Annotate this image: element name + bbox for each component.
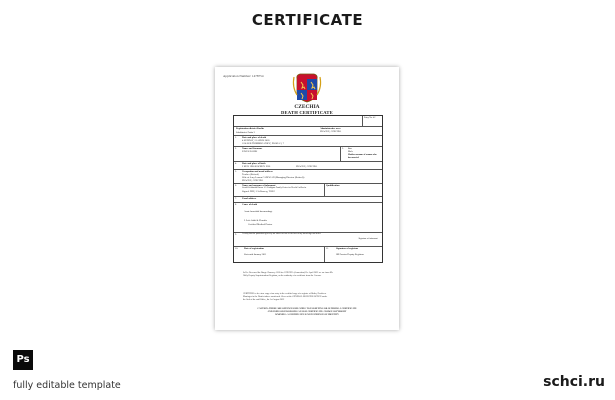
name-surname-label: Name and Surname [242, 147, 263, 150]
sex-label: Sex [348, 147, 352, 150]
footer-line-3: CERTIFIED to be a true copy of an entry in the certified copy of a register of Births, Deaths or [243, 293, 327, 295]
footer-line-1: In Re: Deceased the Burgo Chancery 1000 for CZECHIA (Amnerifon) Dr. April 2022 we are from Mr [243, 272, 333, 274]
template-label: fully editable template [13, 380, 121, 391]
informant-signature-label: Signature of informant [358, 238, 378, 240]
certificate-form: Entry No. 42 Registration district Karlin Administrative area PRAGUE, CZECHIA Subdistrict: Praha 3 1. Date and place of death 4 SUNDAY, 13 APRIL 2020 GALLER TRIMMEGANICZ, PRAHA 3, 7 2. Name and Surname PAVEL HAJEK 3. Sex Male Maiden surname of woman who has married 4. Date and place of birth 2 MAY 1960 KAPRUN 1956 PRAGUE, CZECHIA 5. Occupation and usual address Teacher (Retired) Wife of Jerry Lemon CADOGAN (Managing Director (Retired)) PRAGUE, CZECHIA 6. Name and surname of informant Qualification Gerald Goldsmith Brown 1-5 Cardigans Family Center for Ho-chi Lu-Doc/ar Signed: DEE, 5 St Bowery, TSNG 7. Usual address 8. Cause of death Acute bronchial haemorrhage I. Left Adult & Pleuritis Certified Medical Doctor 9. I certify that the particulars given by me above are true to the best of my knowledge and belief Signature of informant 10. Date of registration Sixteenth January 2011 11. Signature of registrar JM Proctor Deputy Registrar [233, 115, 383, 263]
photoshop-icon: Ps [13, 350, 33, 370]
caution-line-2: AND USING OR POSSESSING A FALSE CERTIFICATE. CROWN COPYRIGHT [267, 311, 347, 313]
occupation-label: Occupation and usual address [242, 170, 273, 173]
registrar-signature-value: JM Proctor Deputy Registrar [336, 253, 364, 256]
spouse-value: Wife of Jerry Lemon CADOGAN (Managing Director (Retired)) [242, 176, 305, 179]
registrar-signature-label: Signature of registrar [336, 247, 359, 250]
date-registration-label: Date of registration [244, 247, 264, 250]
date-place-birth-value: 2 MAY 1960 KAPRUN 1956 [242, 165, 271, 168]
date-place-death-label: Date and place of death [242, 136, 267, 139]
date-place-death-value: 4 SUNDAY, 13 APRIL 2020 [242, 139, 270, 142]
sex-value: Male [348, 150, 353, 153]
coat-of-arms-icon [291, 73, 323, 103]
informant-signed: Signed: DEE, 5 St Bowery, TSNG [242, 190, 275, 193]
place-birth-value: PRAGUE, CZECHIA [296, 165, 318, 168]
registration-district: Registration district Karlin [236, 127, 264, 130]
administrative-area-label: Administrative area [320, 127, 341, 130]
date-place-birth-label: Date and place of birth [242, 162, 266, 165]
caution-line-3: WARNING: A CERTIFICATE IS NOT EVIDENCE OF IDENTITY [275, 314, 339, 316]
informant-value: Gerald Goldsmith Brown 1-5 Cardigans Family Center for Ho-chi Lu-Doc/ar [242, 187, 307, 189]
informant-label: Name and surname of informant [242, 184, 276, 187]
certificate-title: DEATH CERTIFICATE [281, 110, 333, 115]
administrative-area-value: PRAGUE, CZECHIA [320, 130, 342, 133]
usual-address-label: Usual address [242, 197, 257, 200]
footer-line-5: the Seal of the said Office, the 1st August 2022 [243, 299, 285, 301]
informant-declaration: I certify that the particulars given by me above are true to the best of my knowledge and belief [242, 233, 321, 235]
certificate-sheet [215, 67, 399, 330]
footer-line-2: Holly Deputy Superintendent Registrar, on the authority of a certificate from the Coroner [243, 275, 322, 277]
qualification-label: Qualification [326, 184, 340, 187]
entry-number: Entry No. 42 [364, 117, 376, 119]
usual-address-value: PRAGUE, CZECHIA [242, 179, 264, 182]
occupation-value: Teacher (Retired) [242, 173, 259, 176]
subdistrict: Subdistrict: Praha 3 [236, 131, 255, 134]
name-surname-value: PAVEL HAJEK [242, 150, 258, 153]
footer-line-4: Marriages in the District above mentioned. Given at the GENERAL REGISTER OFFICE under [243, 296, 328, 298]
application-number: Application Number: 1478754 [223, 74, 264, 78]
page-title: CERTIFICATE [251, 11, 364, 29]
maiden-surname-label: Maiden surname of woman who has married [348, 154, 377, 159]
brand-logo: schci.ru [543, 374, 605, 390]
country-name: CZECHIA [294, 104, 320, 110]
date-registration-value: Sixteenth January 2011 [244, 253, 267, 256]
cause-of-death-value: Acute bronchial haemorrhage [244, 210, 273, 213]
cause-of-death-label: Cause of death [242, 203, 258, 206]
caution-line-1: CAUTION: THERE ARE OFFENCES RELATING TO FALSIFYING OR ALTERING A CERTIFICATE [257, 308, 357, 310]
date-place-death-address: GALLER TRIMMEGANICZ, PRAHA 3, 7 [242, 142, 284, 145]
cause-certifier: Certified Medical Doctor [248, 223, 273, 226]
cause-of-death-secondary: I. Left Adult & Pleuritis [244, 219, 267, 222]
